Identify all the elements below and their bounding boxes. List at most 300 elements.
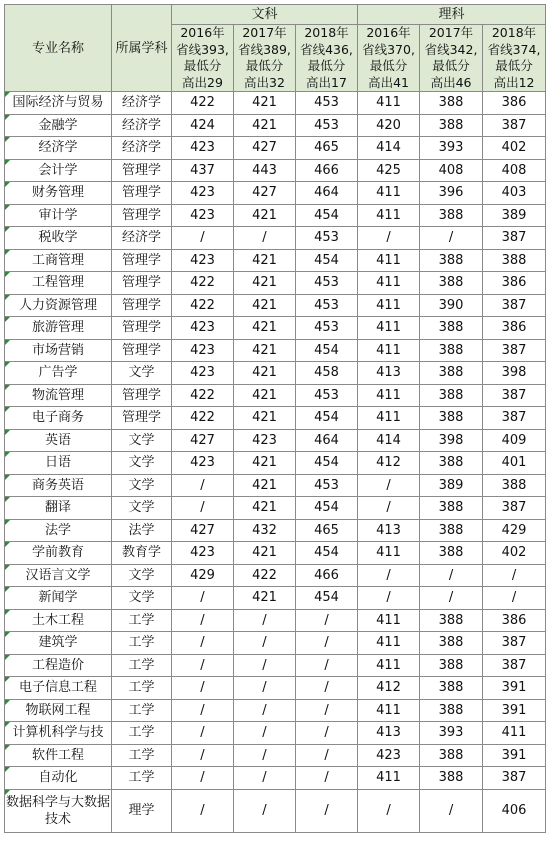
major-name-cell: 建筑学 bbox=[5, 632, 112, 655]
score-cell: 390 bbox=[420, 294, 483, 317]
score-cell: 411 bbox=[358, 317, 420, 340]
score-cell: 453 bbox=[296, 92, 358, 115]
score-cell: 422 bbox=[172, 92, 234, 115]
score-cell: 454 bbox=[296, 249, 358, 272]
score-cell: / bbox=[234, 609, 296, 632]
score-cell: / bbox=[172, 632, 234, 655]
category-cell: 工学 bbox=[112, 699, 172, 722]
score-cell: 409 bbox=[483, 429, 546, 452]
category-cell: 文学 bbox=[112, 362, 172, 385]
score-cell: 464 bbox=[296, 429, 358, 452]
score-cell: 386 bbox=[483, 317, 546, 340]
major-name-cell: 工商管理 bbox=[5, 249, 112, 272]
score-cell: 387 bbox=[483, 654, 546, 677]
major-name-cell: 数据科学与大数据技术 bbox=[5, 789, 112, 832]
score-cell: 464 bbox=[296, 182, 358, 205]
header-line: 最低分 bbox=[495, 58, 533, 73]
score-cell: 411 bbox=[483, 722, 546, 745]
score-cell: 421 bbox=[234, 317, 296, 340]
major-name-cell: 广告学 bbox=[5, 362, 112, 385]
table-row bbox=[5, 114, 546, 137]
header-science: 理科 bbox=[358, 5, 546, 25]
score-cell: 432 bbox=[234, 519, 296, 542]
score-cell: 387 bbox=[483, 114, 546, 137]
category-cell: 管理学 bbox=[112, 384, 172, 407]
score-cell: 411 bbox=[358, 249, 420, 272]
score-cell: 398 bbox=[420, 429, 483, 452]
major-name-cell: 会计学 bbox=[5, 159, 112, 182]
score-cell: 454 bbox=[296, 204, 358, 227]
header-line: 高出17 bbox=[306, 74, 347, 90]
score-cell: 411 bbox=[358, 699, 420, 722]
score-cell: / bbox=[420, 789, 483, 832]
score-cell: 387 bbox=[483, 767, 546, 790]
score-cell: 388 bbox=[420, 677, 483, 700]
score-cell: 429 bbox=[172, 564, 234, 587]
category-cell: 管理学 bbox=[112, 272, 172, 295]
score-cell: 388 bbox=[420, 542, 483, 565]
score-cell: 389 bbox=[483, 204, 546, 227]
score-cell: / bbox=[296, 789, 358, 832]
score-cell: 453 bbox=[296, 384, 358, 407]
score-cell: 411 bbox=[358, 632, 420, 655]
score-cell: 388 bbox=[420, 249, 483, 272]
score-cell: 423 bbox=[172, 249, 234, 272]
score-cell: 465 bbox=[296, 519, 358, 542]
table-row bbox=[5, 699, 546, 722]
header-line: 高出41 bbox=[368, 74, 409, 90]
header-line: 高出32 bbox=[244, 74, 285, 90]
header-science-year-1 bbox=[420, 25, 483, 92]
score-cell: 425 bbox=[358, 159, 420, 182]
header-line: 省线436, bbox=[300, 41, 353, 57]
major-name-cell: 土木工程 bbox=[5, 609, 112, 632]
score-cell: 453 bbox=[296, 317, 358, 340]
table-row bbox=[5, 789, 546, 832]
score-cell: / bbox=[234, 677, 296, 700]
header-line: 最低分 bbox=[432, 58, 470, 73]
score-cell: 388 bbox=[420, 384, 483, 407]
score-cell: / bbox=[358, 789, 420, 832]
table-row bbox=[5, 407, 546, 430]
score-cell: / bbox=[172, 767, 234, 790]
score-cell: 466 bbox=[296, 159, 358, 182]
score-cell: 423 bbox=[172, 452, 234, 475]
major-name-cell: 新闻学 bbox=[5, 587, 112, 610]
score-cell: 421 bbox=[234, 249, 296, 272]
header-line: 省线389, bbox=[238, 41, 291, 57]
score-cell: 393 bbox=[420, 722, 483, 745]
score-cell: 422 bbox=[172, 384, 234, 407]
score-cell: 406 bbox=[483, 789, 546, 832]
score-cell: 411 bbox=[358, 384, 420, 407]
header-line: 高出12 bbox=[493, 74, 535, 90]
score-cell: / bbox=[296, 677, 358, 700]
table-row bbox=[5, 317, 546, 340]
header-line: 2018年 bbox=[491, 25, 537, 40]
score-cell: 453 bbox=[296, 272, 358, 295]
score-cell: 387 bbox=[483, 407, 546, 430]
score-cell: 427 bbox=[234, 137, 296, 160]
table-row bbox=[5, 744, 546, 767]
score-cell: / bbox=[296, 632, 358, 655]
major-name-cell: 翻译 bbox=[5, 497, 112, 520]
score-cell: 421 bbox=[234, 407, 296, 430]
score-cell: / bbox=[296, 767, 358, 790]
table-row bbox=[5, 609, 546, 632]
table-row bbox=[5, 587, 546, 610]
category-cell: 教育学 bbox=[112, 542, 172, 565]
score-cell: 454 bbox=[296, 497, 358, 520]
score-cell: 422 bbox=[172, 294, 234, 317]
admission-score-table bbox=[4, 4, 546, 833]
score-cell: / bbox=[296, 699, 358, 722]
score-cell: 423 bbox=[358, 744, 420, 767]
major-name-cell: 计算机科学与技 bbox=[5, 722, 112, 745]
score-cell: / bbox=[234, 227, 296, 250]
score-cell: 389 bbox=[420, 474, 483, 497]
major-name-cell: 电子商务 bbox=[5, 407, 112, 430]
score-cell: 387 bbox=[483, 497, 546, 520]
category-cell: 工学 bbox=[112, 609, 172, 632]
table-row bbox=[5, 294, 546, 317]
major-name-cell: 工程管理 bbox=[5, 272, 112, 295]
header-line: 高出29 bbox=[182, 74, 223, 90]
score-cell: / bbox=[420, 587, 483, 610]
table-row bbox=[5, 362, 546, 385]
category-cell: 工学 bbox=[112, 767, 172, 790]
score-cell: 408 bbox=[420, 159, 483, 182]
score-cell: 411 bbox=[358, 609, 420, 632]
score-cell: 402 bbox=[483, 542, 546, 565]
score-cell: 421 bbox=[234, 587, 296, 610]
major-name-cell: 英语 bbox=[5, 429, 112, 452]
major-name-cell: 物联网工程 bbox=[5, 699, 112, 722]
table-row bbox=[5, 654, 546, 677]
header-line: 高出46 bbox=[430, 74, 472, 90]
score-cell: 388 bbox=[420, 519, 483, 542]
score-cell: / bbox=[172, 789, 234, 832]
header-arts-year-1 bbox=[234, 25, 296, 92]
score-cell: 437 bbox=[172, 159, 234, 182]
table-row bbox=[5, 182, 546, 205]
major-name-cell: 学前教育 bbox=[5, 542, 112, 565]
score-cell: 388 bbox=[483, 474, 546, 497]
major-name-cell: 税收学 bbox=[5, 227, 112, 250]
category-cell: 文学 bbox=[112, 452, 172, 475]
major-name-cell: 国际经济与贸易 bbox=[5, 92, 112, 115]
score-cell: 421 bbox=[234, 452, 296, 475]
major-name-cell: 电子信息工程 bbox=[5, 677, 112, 700]
score-cell: 411 bbox=[358, 272, 420, 295]
score-cell: / bbox=[234, 767, 296, 790]
score-cell: / bbox=[483, 564, 546, 587]
category-cell: 文学 bbox=[112, 587, 172, 610]
category-cell: 管理学 bbox=[112, 294, 172, 317]
score-cell: 421 bbox=[234, 114, 296, 137]
category-cell: 管理学 bbox=[112, 407, 172, 430]
major-name-cell: 汉语言文学 bbox=[5, 564, 112, 587]
score-cell: 421 bbox=[234, 294, 296, 317]
category-cell: 理学 bbox=[112, 789, 172, 832]
score-cell: 443 bbox=[234, 159, 296, 182]
score-cell: 423 bbox=[172, 339, 234, 362]
header-line: 最低分 bbox=[245, 58, 284, 73]
score-cell: / bbox=[234, 654, 296, 677]
score-cell: 423 bbox=[172, 137, 234, 160]
header-line: 最低分 bbox=[183, 58, 222, 73]
score-cell: 387 bbox=[483, 227, 546, 250]
score-cell: 386 bbox=[483, 272, 546, 295]
score-cell: 421 bbox=[234, 542, 296, 565]
table-row bbox=[5, 632, 546, 655]
score-cell: 466 bbox=[296, 564, 358, 587]
score-cell: / bbox=[234, 744, 296, 767]
header-line: 省线342, bbox=[424, 41, 478, 57]
score-cell: 454 bbox=[296, 542, 358, 565]
header-science-year-0 bbox=[358, 25, 420, 92]
score-cell: / bbox=[172, 677, 234, 700]
score-cell: / bbox=[420, 227, 483, 250]
category-cell: 经济学 bbox=[112, 114, 172, 137]
score-cell: 412 bbox=[358, 452, 420, 475]
score-cell: 388 bbox=[420, 654, 483, 677]
score-cell: 387 bbox=[483, 294, 546, 317]
major-name-cell: 日语 bbox=[5, 452, 112, 475]
score-cell: 411 bbox=[358, 542, 420, 565]
score-cell: 429 bbox=[483, 519, 546, 542]
score-cell: / bbox=[172, 699, 234, 722]
category-cell: 文学 bbox=[112, 564, 172, 587]
score-cell: 421 bbox=[234, 272, 296, 295]
category-cell: 工学 bbox=[112, 632, 172, 655]
score-cell: 413 bbox=[358, 722, 420, 745]
major-name-cell: 人力资源管理 bbox=[5, 294, 112, 317]
table-row bbox=[5, 137, 546, 160]
table-row bbox=[5, 339, 546, 362]
header-line: 2016年 bbox=[180, 25, 225, 40]
score-cell: / bbox=[296, 609, 358, 632]
category-cell: 经济学 bbox=[112, 227, 172, 250]
score-cell: / bbox=[358, 474, 420, 497]
category-cell: 经济学 bbox=[112, 137, 172, 160]
score-cell: 391 bbox=[483, 699, 546, 722]
score-cell: / bbox=[172, 744, 234, 767]
score-cell: 398 bbox=[483, 362, 546, 385]
score-cell: 388 bbox=[420, 317, 483, 340]
score-cell: / bbox=[358, 227, 420, 250]
score-cell: 388 bbox=[420, 699, 483, 722]
header-line: 最低分 bbox=[307, 58, 346, 73]
score-cell: 388 bbox=[420, 609, 483, 632]
score-cell: 465 bbox=[296, 137, 358, 160]
category-cell: 管理学 bbox=[112, 339, 172, 362]
table-row bbox=[5, 474, 546, 497]
score-cell: 454 bbox=[296, 407, 358, 430]
category-cell: 文学 bbox=[112, 429, 172, 452]
score-cell: 403 bbox=[483, 182, 546, 205]
score-cell: 411 bbox=[358, 182, 420, 205]
major-name-cell: 软件工程 bbox=[5, 744, 112, 767]
score-cell: 387 bbox=[483, 384, 546, 407]
major-name-cell: 商务英语 bbox=[5, 474, 112, 497]
score-cell: 414 bbox=[358, 429, 420, 452]
header-line: 2018年 bbox=[304, 25, 349, 40]
score-cell: / bbox=[172, 474, 234, 497]
score-cell: 411 bbox=[358, 204, 420, 227]
score-cell: 423 bbox=[172, 362, 234, 385]
category-cell: 文学 bbox=[112, 474, 172, 497]
score-cell: 388 bbox=[420, 204, 483, 227]
header-arts-year-2 bbox=[296, 25, 358, 92]
score-cell: 388 bbox=[420, 114, 483, 137]
score-cell: 412 bbox=[358, 677, 420, 700]
score-cell: 423 bbox=[172, 204, 234, 227]
score-cell: 408 bbox=[483, 159, 546, 182]
category-cell: 管理学 bbox=[112, 204, 172, 227]
header-arts: 文科 bbox=[172, 5, 358, 25]
category-cell: 管理学 bbox=[112, 182, 172, 205]
table-row bbox=[5, 767, 546, 790]
category-cell: 工学 bbox=[112, 722, 172, 745]
score-cell: 411 bbox=[358, 767, 420, 790]
header-line: 最低分 bbox=[369, 58, 408, 73]
table-row bbox=[5, 272, 546, 295]
header-arts-year-0 bbox=[172, 25, 234, 92]
score-cell: 454 bbox=[296, 339, 358, 362]
score-cell: / bbox=[172, 609, 234, 632]
score-cell: 388 bbox=[420, 767, 483, 790]
table-row bbox=[5, 722, 546, 745]
major-name-cell: 审计学 bbox=[5, 204, 112, 227]
score-cell: 423 bbox=[172, 542, 234, 565]
score-cell: 421 bbox=[234, 204, 296, 227]
category-cell: 管理学 bbox=[112, 317, 172, 340]
score-cell: 420 bbox=[358, 114, 420, 137]
table-row bbox=[5, 159, 546, 182]
score-cell: 423 bbox=[234, 429, 296, 452]
score-cell: 422 bbox=[172, 407, 234, 430]
table-row bbox=[5, 519, 546, 542]
score-cell: 413 bbox=[358, 362, 420, 385]
score-cell: 401 bbox=[483, 452, 546, 475]
score-cell: 411 bbox=[358, 294, 420, 317]
score-cell: 402 bbox=[483, 137, 546, 160]
header-line: 2017年 bbox=[428, 25, 474, 40]
major-name-cell: 工程造价 bbox=[5, 654, 112, 677]
score-cell: 423 bbox=[172, 182, 234, 205]
score-cell: 396 bbox=[420, 182, 483, 205]
score-cell: 387 bbox=[483, 339, 546, 362]
score-cell: 423 bbox=[172, 317, 234, 340]
score-cell: 388 bbox=[420, 632, 483, 655]
score-cell: 388 bbox=[420, 362, 483, 385]
score-cell: 411 bbox=[358, 92, 420, 115]
score-cell: 391 bbox=[483, 744, 546, 767]
score-cell: 411 bbox=[358, 339, 420, 362]
score-cell: 388 bbox=[420, 452, 483, 475]
score-cell: / bbox=[358, 497, 420, 520]
score-cell: 421 bbox=[234, 497, 296, 520]
table-row bbox=[5, 677, 546, 700]
category-cell: 工学 bbox=[112, 677, 172, 700]
score-cell: / bbox=[358, 587, 420, 610]
score-cell: 411 bbox=[358, 407, 420, 430]
major-name-cell: 市场营销 bbox=[5, 339, 112, 362]
header-line: 2017年 bbox=[242, 25, 287, 40]
score-cell: 454 bbox=[296, 452, 358, 475]
score-cell: 421 bbox=[234, 384, 296, 407]
score-cell: 427 bbox=[172, 429, 234, 452]
major-name-cell: 经济学 bbox=[5, 137, 112, 160]
score-cell: 388 bbox=[420, 92, 483, 115]
category-cell: 工学 bbox=[112, 654, 172, 677]
table-row bbox=[5, 452, 546, 475]
score-cell: 422 bbox=[172, 272, 234, 295]
score-cell: 422 bbox=[234, 564, 296, 587]
score-cell: / bbox=[234, 789, 296, 832]
category-cell: 管理学 bbox=[112, 249, 172, 272]
table-row bbox=[5, 429, 546, 452]
category-cell: 管理学 bbox=[112, 159, 172, 182]
score-cell: 424 bbox=[172, 114, 234, 137]
score-cell: / bbox=[234, 699, 296, 722]
score-cell: 387 bbox=[483, 632, 546, 655]
major-name-cell: 自动化 bbox=[5, 767, 112, 790]
score-cell: 388 bbox=[420, 272, 483, 295]
score-cell: / bbox=[234, 632, 296, 655]
score-cell: 421 bbox=[234, 339, 296, 362]
category-cell: 经济学 bbox=[112, 92, 172, 115]
score-cell: / bbox=[172, 227, 234, 250]
score-cell: 421 bbox=[234, 474, 296, 497]
score-cell: 393 bbox=[420, 137, 483, 160]
score-cell: 414 bbox=[358, 137, 420, 160]
table-row bbox=[5, 542, 546, 565]
score-cell: / bbox=[172, 722, 234, 745]
table-row bbox=[5, 204, 546, 227]
category-cell: 工学 bbox=[112, 744, 172, 767]
score-cell: 421 bbox=[234, 92, 296, 115]
score-cell: 413 bbox=[358, 519, 420, 542]
score-cell: / bbox=[420, 564, 483, 587]
table-row bbox=[5, 564, 546, 587]
major-name-cell: 财务管理 bbox=[5, 182, 112, 205]
table-row bbox=[5, 497, 546, 520]
score-cell: / bbox=[172, 497, 234, 520]
header-line: 2016年 bbox=[366, 25, 411, 40]
score-cell: 458 bbox=[296, 362, 358, 385]
major-name-cell: 物流管理 bbox=[5, 384, 112, 407]
score-cell: / bbox=[296, 744, 358, 767]
score-cell: 388 bbox=[420, 407, 483, 430]
score-cell: 391 bbox=[483, 677, 546, 700]
score-cell: / bbox=[296, 654, 358, 677]
score-cell: 388 bbox=[420, 744, 483, 767]
score-cell: 453 bbox=[296, 227, 358, 250]
score-cell: / bbox=[483, 587, 546, 610]
score-cell: 388 bbox=[483, 249, 546, 272]
header-line: 省线374, bbox=[487, 41, 541, 57]
score-cell: 454 bbox=[296, 587, 358, 610]
table-row bbox=[5, 384, 546, 407]
category-cell: 法学 bbox=[112, 519, 172, 542]
score-cell: 388 bbox=[420, 339, 483, 362]
score-cell: / bbox=[172, 587, 234, 610]
score-cell: 411 bbox=[358, 654, 420, 677]
score-cell: 453 bbox=[296, 114, 358, 137]
score-cell: / bbox=[358, 564, 420, 587]
